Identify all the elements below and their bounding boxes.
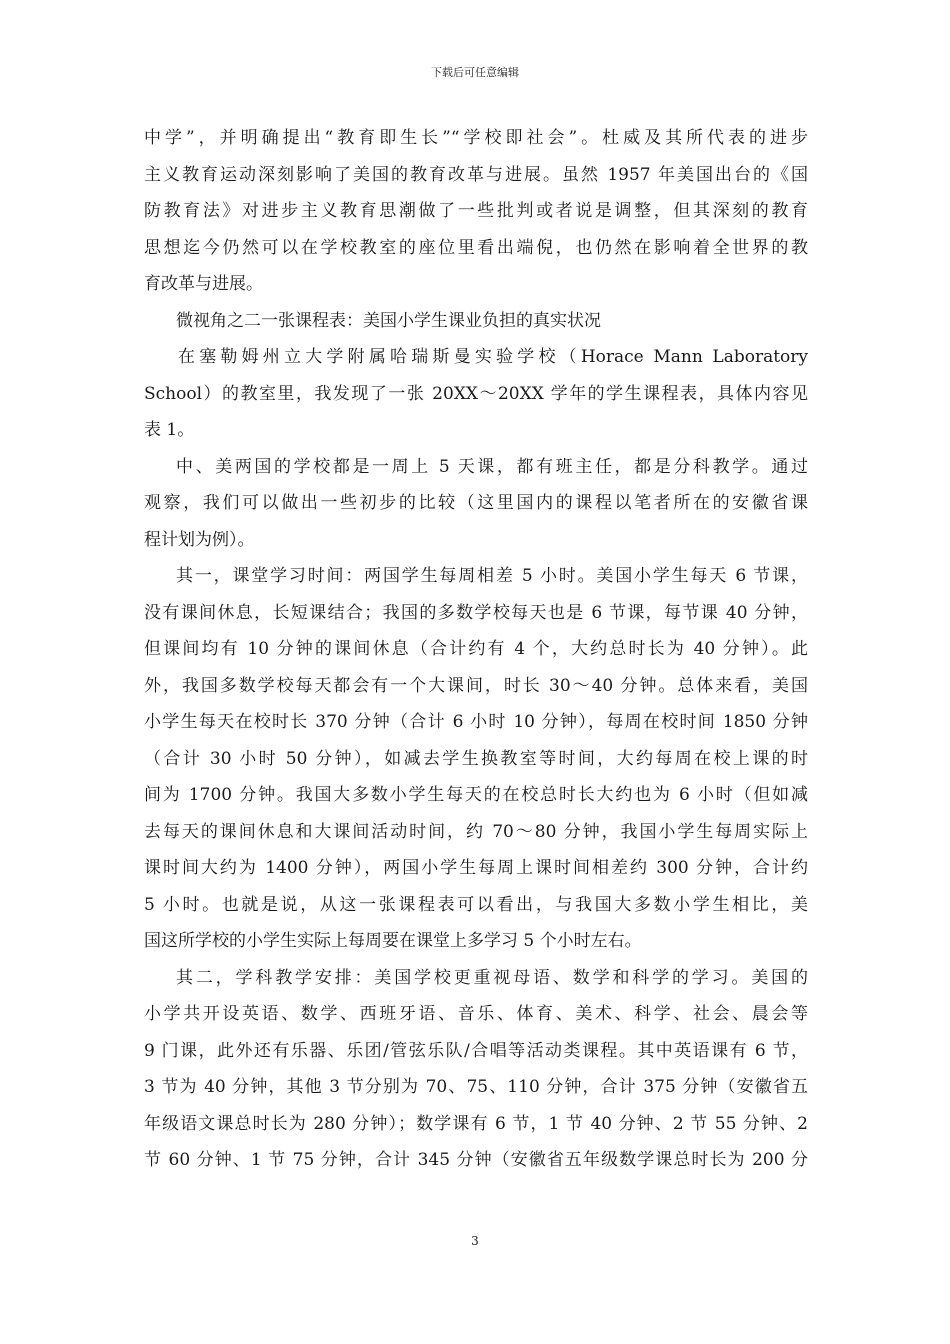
text-line: 育改革与进展。: [144, 274, 263, 294]
text-line: 外，我国多数学校每天都会有一个大课间，时长 30～40 分钟。总体来看，美国: [144, 675, 808, 696]
text-line: 9 门课，此外还有乐器、乐团/管弦乐队/合唱等活动类课程。其中英语课有 6 节，: [144, 1040, 808, 1061]
text-line: 课时间大约为 1400 分钟），两国小学生每周上课时间相差约 300 分钟，合计约: [144, 858, 808, 878]
text-line: 表 1。: [144, 420, 195, 440]
document-body: [144, 120, 808, 1179]
text-line: 国这所学校的小学生实际上每周要在课堂上多学习 5 个小时左右。: [144, 931, 642, 951]
text-line: 防教育法》对进步主义教育思潮做了一些批判或者说是调整，但其深刻的教育: [144, 201, 808, 221]
text-line: 年级语文课总时长为 280 分钟）；数学课有 6 节，1 节 40 分钟、2 节 55 分钟、2: [144, 1113, 808, 1134]
page-number: 3: [471, 1234, 479, 1248]
text-line: 小学共开设英语、数学、西班牙语、音乐、体育、美术、科学、社会、晨会等: [144, 1004, 808, 1024]
text-line: 思想迄今仍然可以在学校教室的座位里看出端倪，也仍然在影响着全世界的教: [144, 237, 808, 258]
text-line: 中学”，并明确提出“教育即生长”“学校即社会”。杜威及其所代表的进步: [144, 128, 808, 148]
text-line: 其二，学科教学安排：美国学校更重视母语、数学和科学的学习。美国的: [176, 967, 808, 988]
text-line: 中、美两国的学校都是一周上 5 天课，都有班主任，都是分科教学。通过: [176, 456, 808, 477]
text-line: 3 节为 40 分钟，其他 3 节分别为 70、75、110 分钟，合计 375 分钟（安徽省五: [144, 1077, 808, 1097]
text-line: （合计 30 小时 50 分钟），如减去学生换教室等时间，大约每周在校上课的时: [144, 748, 808, 769]
page-header: 下载后可任意编辑: [431, 66, 519, 79]
text-line: School）的教室里，我发现了一张 20XX～20XX 学年的学生课程表，具体内容见: [144, 383, 808, 404]
text-line: 在塞勒姆州立大学附属哈瑞斯曼实验学校（Horace Mann Laboratory: [178, 347, 808, 367]
text-line: 观察，我们可以做出一些初步的比较（这里国内的课程以笔者所在的安徽省课: [144, 493, 808, 513]
text-line: 其一，课堂学习时间：两国学生每周相差 5 小时。美国小学生每天 6 节课，: [176, 566, 808, 586]
text-line: 去每天的课间休息和大课间活动时间，约 70～80 分钟，我国小学生每周实际上: [144, 821, 808, 842]
text-line: 5 小时。也就是说，从这一张课程表可以看出，与我国大多数小学生相比，美: [144, 894, 808, 915]
text-line: 节 60 分钟、1 节 75 分钟，合计 345 分钟（安徽省五年级数学课总时长为 200 分: [144, 1150, 808, 1170]
text-line: 小学生每天在校时长 370 分钟（合计 6 小时 10 分钟），每周在校时间 1850 分钟: [144, 712, 808, 732]
text-line: 主义教育运动深刻影响了美国的教育改革与进展。虽然 1957 年美国出台的《国: [144, 164, 808, 185]
text-line: 没有课间休息，长短课结合；我国的多数学校每天也是 6 节课，每节课 40 分钟，: [144, 602, 808, 623]
section-heading: 微视角之二一张课程表：美国小学生课业负担的真实状况: [176, 310, 601, 331]
text-line: 但课间均有 10 分钟的课间休息（合计约有 4 个，大约总时长为 40 分钟）。此: [144, 639, 808, 659]
text-line: 程计划为例）。: [144, 529, 255, 550]
text-line: 间为 1700 分钟。我国大多数小学生每天的在校总时长大约也为 6 小时（但如减: [144, 785, 808, 805]
